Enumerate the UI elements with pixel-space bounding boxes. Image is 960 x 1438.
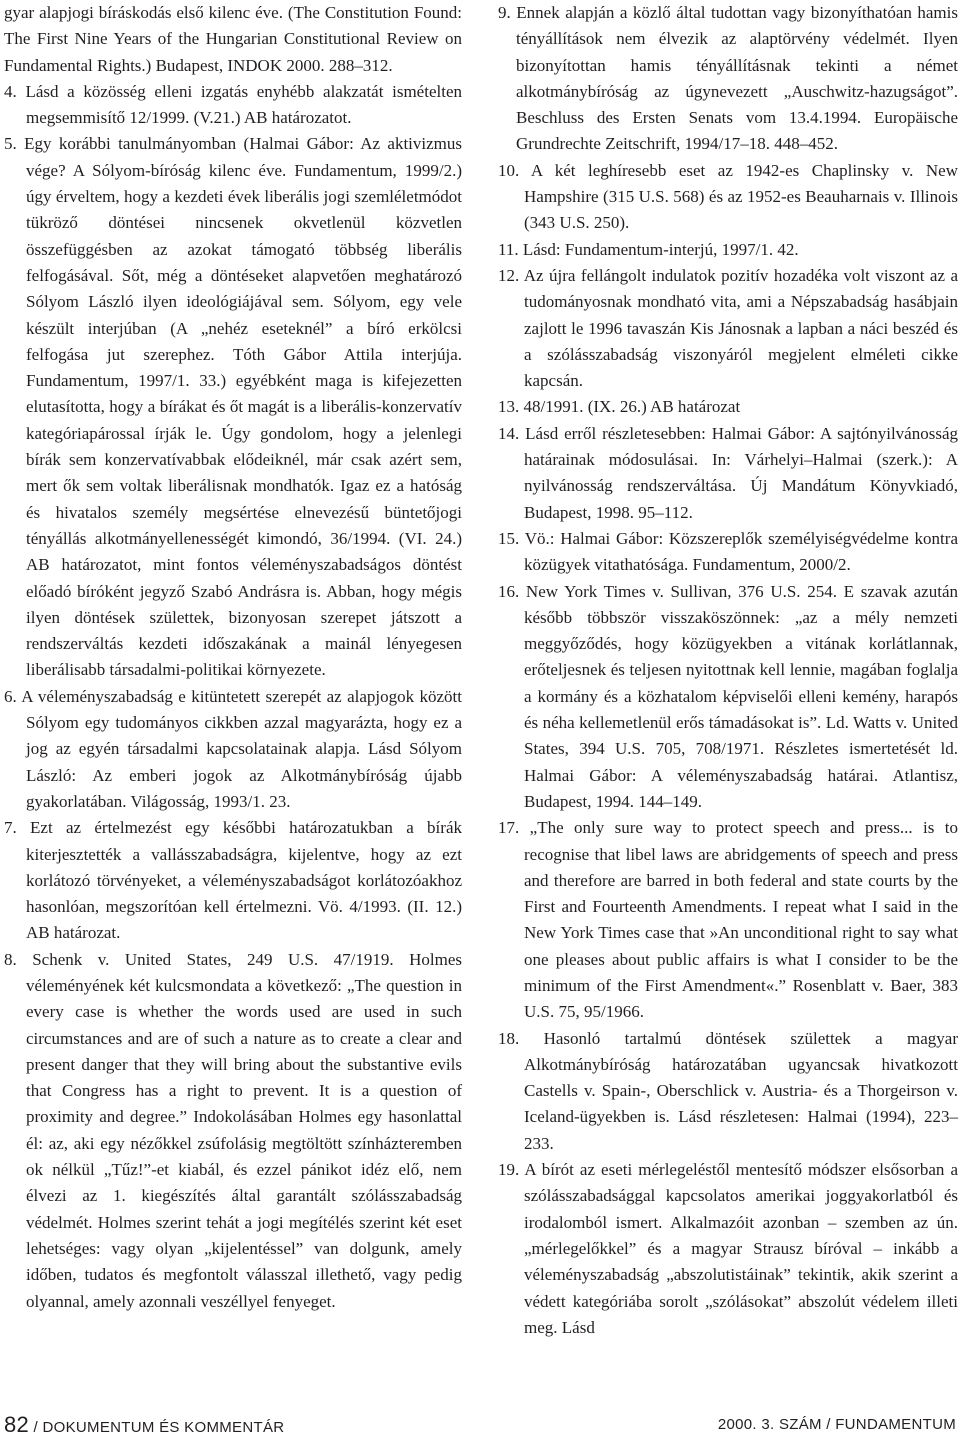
footnote-10: 10. A két leghíresebb eset az 1942-es Chaplinsky v. New Hampshire (315 U.S. 568) és az 1952-es Beauharnais v. Illinois (343 U.S. 250). — [498, 160, 958, 233]
footer-issue-label: 2000. 3. SZÁM / FUNDAMENTUM — [717, 1416, 956, 1433]
footer-section-label: / DOKUMENTUM ÉS KOMMENTÁR — [29, 1419, 285, 1436]
footnote-12: 12. Az újra fellángolt indulatok pozitív hozadéka volt viszont az a tudományosnak mondható vita, ami a Népszabadság hasábjain zajlott le 1996 tavaszán Kis Jánosnak a lapban a náci beszéd és a szólásszabadság viszonyáról megjelent elméleti cikke kapcsán. — [498, 265, 958, 391]
right-column — [498, 0, 958, 1341]
footnote-7: 7. Ezt az értelmezést egy későbbi határozatukban a bírák kiterjesztették a vallásszabadságra, kijelentve, hogy az ezt korlátozó törvényeket, a véleményszabadságot korlátozóakhoz hasonlóan, megszorítóan kell értelmezni. Vö. 4/1993. (II. 12.) AB határozat. — [4, 818, 462, 943]
left-column — [4, 0, 462, 1315]
footer-left — [4, 1412, 284, 1438]
footnote-4: 4. Lásd a közösség elleni izgatás enyhébb alakzatát ismételten megsemmisítő 12/1999. (V.21.) AB határozatot. — [4, 81, 462, 128]
page-footer — [0, 1382, 960, 1437]
footnote-15: 15. Vö.: Halmai Gábor: Közszereplők személyiségvédelme kontra közügyek vitathatósága. Fundamentum, 2000/2. — [498, 528, 958, 575]
footnote-11: 11. Lásd: Fundamentum-interjú, 1997/1. 42. — [498, 239, 799, 259]
footnote-19: 19. A bírót az eseti mérlegeléstől mentesítő módszer elsősorban a szólásszabadsággal kapcsolatos amerikai joggyakorlatból és irodalomból ismert. Alkalmazóit azonban – szemben az ún. „mérlegelőkkel” és a magyar Strausz bíróval – inkább a véleményszabadság „abszolutistáinak” tekintik, akik szerint a védett kategóriába sorolt „szólásokat” abszolút védelem illeti meg. Lásd — [498, 1160, 958, 1337]
footnote-3-continuation: gyar alapjogi bíráskodás első kilenc éve. (The Constitution Found: The First Nine Years of the Hungarian Constitutional Review on Fundamental Rights.) Budapest, INDOK 2000. 288–312. — [4, 3, 462, 75]
footnote-8: 8. Schenk v. United States, 249 U.S. 47/1919. Holmes véleményének két kulcsmondata a következő: „The question in every case is whether the words used are used in such circumstances and are of such a nature as to create a clear and present danger that they will bring about the substantive evils that Congress has a right to prevent. It is a question of proximity and degree.” Indokolásában Holmes egy hasonlattal él: az, aki egy nézőkkel zsúfolásig megtöltött színházteremben ok nélkül „Tűz!”-et kiabál, és ezzel pánikot idéz elő, nem élvezi az 1. kiegészítés által garantált szólásszabadság védelmét. Holmes szerint tehát a jogi megítélés szerint két eset lehetséges: vagy olyan „kijelentéssel” van dolgunk, amely időben, tudatos és megfontolt válasszal illethető, vagy pedig olyannal, amely azonnali veszéllyel fenyeget. — [4, 949, 462, 1311]
footnote-6: 6. A véleményszabadság e kitüntetett szerepét az alapjogok között Sólyom egy tudományos cikkben azzal magyarázta, hogy ez a jog az egyén társadalmi kapcsolatainak alapja. Lásd Sólyom László: Az emberi jogok az Alkotmánybíróság újabb gyakorlatában. Világosság, 1993/1. 23. — [4, 686, 462, 811]
footnote-9: 9. Ennek alapján a közlő által tudottan vagy bizonyíthatóan hamis tényállítások nem élvezik az alaptörvény védelmét. Ilyen bizonyítottan hamis tényállításnak tekinti a német alkotmánybíróság az úgynevezett „Auschwitz-hazugságot”. Beschluss des Ersten Senats vom 13.4.1994. Europäische Grundrechte Zeitschrift, 1994/17–18. 448–452. — [498, 3, 958, 154]
page-number: 82 — [4, 1412, 30, 1437]
footnote-17: 17. „The only sure way to protect speech and press... is to recognise that libel laws are abridgements of speech and press and therefore are barred in both federal and state courts by the First and Fourteenth Amendments. I repeat what I said in the New York Times case that »An unconditional right to say what one pleases about public affairs is what I consider to be the minimum of the First Amendment«.” Rosenblatt v. Baer, 383 U.S. 75, 95/1966. — [498, 818, 958, 1022]
footnote-16: 16. New York Times v. Sullivan, 376 U.S. 254. E szavak azután később többször visszaköszönnek: „az a mély nemzeti meggyőződés, hogy közügyekben a vitának korlátlannak, erőteljesnek és teljesen nyitottnak kell lennie, magában foglalja a kormány és a közhatalom képviselői elleni kemény, harapós és néha kellemetlenül erős támadásokat is”. Ld. Watts v. United States, 394 U.S. 705, 708/1971. Részletes ismertetését ld. Halmai Gábor: A véleményszabadság határai. Atlantisz, Budapest, 1994. 144–149. — [498, 581, 958, 811]
footnote-14: 14. Lásd erről részletesebben: Halmai Gábor: A sajtónyilvánosság határainak módosulásai. In: Várhelyi–Halmai (szerk.): A nyilvánosság rendszerváltása. Új Mandátum Könyvkiadó, Budapest, 1998. 95–112. — [498, 423, 958, 522]
footnote-18: 18. Hasonló tartalmú döntések születtek a magyar Alkotmánybíróság határozatában ugyancsak hivatkozott Castells v. Spain-, Oberschlick v. Austria- és a Thorgeirson v. Iceland-ügyekben is. Lásd részletesen: Halmai (1994), 223–233. — [498, 1028, 958, 1153]
footnote-5: 5. Egy korábbi tanulmányomban (Halmai Gábor: Az aktivizmus vége? A Sólyom-bíróság kilenc éve. Fundamentum, 1999/2.) úgy érveltem, hogy a kezdeti évek liberális jogi szemléletmódot tükröző döntései nincsenek okvetlenül közvetlen összefüggésben az azokat támogató többség liberális felfogásával. Sőt, még a döntéseket alapvetően meghatározó Sólyom László ilyen ideológiájával sem. Sólyom, egy vele készült interjúban (A „nehéz eseteknél” a bíró erkölcsi felfogása jut szerephez. Tóth Gábor Attila interjúja. Fundamentum, 1997/1. 33.) egyébként maga is kifejezetten elutasította, hogy a bírákat és őt magát is a liberális-konzervatív kategóriapárossal írják le. Úgy gondolom, hogy a jelenlegi bírák sem konzervatívabbak elődeiknél, már csak azért sem, mert ők sem voltak liberálisnak mondhatók. Igaz ez a hatóság és hivatalos személy megsértése elnevezésű büntetőjogi tényállás alkotmányellenességét kimondó, 36/1994. (VI. 24.) AB határozatot, mint fontos véleményszabadságos döntést előadó bíróként jegyző Szabó Andrásra is. Abban, hogy mégis ilyen döntések születtek, bizonyosan szerepet játszott a rendszerváltás kezdeti időszakának a mainál lényegesen liberálisabb társadalmi-politikai környezete. — [4, 134, 462, 680]
footnote-13: 13. 48/1991. (IX. 26.) AB határozat — [498, 397, 741, 417]
